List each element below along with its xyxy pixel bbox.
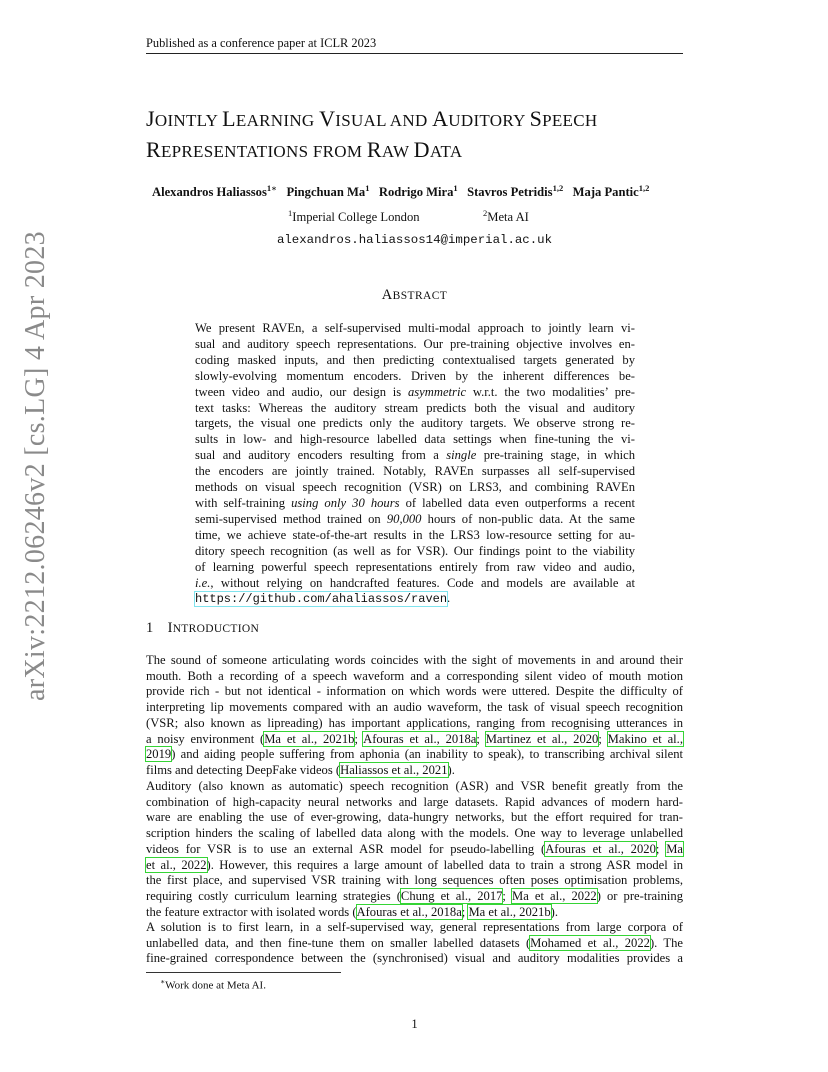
citation-link[interactable]: Afouras et al., 2020 [545,841,656,856]
paragraph-line: A solution is to first learn, in a self-supervised way, general representations from large corpora of [146,920,683,934]
author-name: Alexandros Haliassos [152,185,267,200]
footnote-rule [146,972,341,973]
citation-link[interactable]: Makino et al., [607,731,683,746]
title-word-initial: L [222,106,236,131]
title-word-rest: OINTLY [154,111,223,130]
paragraph-text: ). However, this requires a large amount of labelled data to train a strong ASR model in [206,857,683,872]
paragraph-line: scription hinders the scaling of labelled data along with the models. One way to leverage unlabelled [146,826,683,841]
citation-link[interactable]: Afouras et al., 2018a [356,904,462,919]
author-name: Stavros Petridis [467,185,553,200]
title-word-initial: A [432,106,449,131]
abstract-text: sual and auditory encoders resulting from a [195,448,447,463]
abstract-emphasis: 90,000 [386,511,422,526]
abstract-text: . [447,591,451,606]
abstract-line: sual and auditory speech representations. Our pre-training objective involves en- [195,336,635,351]
affiliation-name: Meta AI [487,210,529,225]
title-word-rest: AW [381,142,414,161]
paragraph-line: the first place, and supervised VSR training with long sequences often poses optimisation problems, [146,873,683,888]
title-word-initial: D [413,137,430,162]
abstract-text: pre-training stage, in which [476,448,636,463]
affiliation-mark: 1 [288,208,293,218]
paragraph-line: ware are enabling the use of ever-growing, data-hungry networks, but the effort required for tran- [146,810,683,825]
abstract-line: time, we achieve state-of-the-art results in the LRS3 low-resource setting for au- [195,527,635,542]
author-name: Maja Pantic [572,185,639,200]
paragraph-text: ) and aiding people suffering from aphonia (an inability to speak), to transcribing archival silent [171,747,683,762]
citation-link[interactable]: Haliassos et al., 2021 [340,762,448,777]
author-name: Pingchuan Ma [286,185,366,200]
citation-link[interactable]: Ma et al., 2021b [468,904,551,919]
abstract-text: , without relying on handcrafted features. Code and models are available at [210,575,635,590]
intro-paragraph-2 [146,779,683,920]
paragraph-line: provide rich - but not identical - information on which words were uttered. Despite the difficulty of [146,684,683,699]
header-rule [146,53,683,54]
citation-link[interactable]: Chung et al., 2017 [400,888,503,903]
footnote [160,977,266,992]
title-word-rest: EPRESENTATIONS FROM [160,142,367,161]
intro-paragraph-3 [146,920,683,967]
author-affil-mark: 1∗ [266,183,278,193]
paragraph-text: films and detecting DeepFake videos ( [146,762,341,777]
title-word-rest: ISUAL AND [335,111,433,130]
citation-link[interactable]: Martinez et al., 2020 [485,731,599,746]
author-affil-mark: 1 [365,183,370,193]
paragraph-line: (VSR; also known as lipreading) has important applications, ranging from recognising utterances in [146,715,683,730]
author-affil-mark: 1,2 [638,183,650,193]
abstract-line [195,512,635,528]
title-word-initial: V [319,106,336,131]
abstract-body [195,321,635,608]
arxiv-stamp-text: arXiv:2212.06246v2 [cs.LG] 4 Apr 2023 [20,231,51,701]
footnote-mark: ∗ [160,977,166,986]
paragraph-line: requiring costly curriculum learning strategies (Chung et al., 2017; Ma et al., 2022) or pre-training [146,888,683,903]
abstract-line: of learning powerful speech representations entirely from raw video and audio, [195,559,635,574]
author-email: alexandros.haliassos14@imperial.ac.uk [276,233,553,247]
citation-link[interactable]: Afouras et al., 2018a [363,731,477,746]
paragraph-text: unlabelled data, and then fine-tune them on smaller labelled datasets ( [146,935,531,950]
paragraph-line [146,763,683,779]
abstract-text: w.r.t. the two modalities’ pre- [466,384,635,399]
abstract-emphasis: using only 30 hours [291,495,400,510]
abstract-line: sults in low- and high-resource labelled data settings when fine-tuning the vi- [195,432,635,447]
paragraph-text: the feature extractor with isolated words ( [146,904,357,919]
title-word-rest: UDITORY [448,111,530,130]
page-number: 1 [411,1017,418,1031]
affiliation-2 [483,208,529,225]
abstract-line: text tasks: Whereas the auditory stream predicts both the visual and auditory [195,400,635,415]
citation-link[interactable]: 2019 [146,747,172,762]
abstract-line: methods on visual speech recognition (VSR) on LRS3, and combining RAVEn [195,480,635,495]
paragraph-text: a noisy environment ( [146,731,265,746]
paragraph-line: a noisy environment (Ma et al., 2021b; Afouras et al., 2018a; Martinez et al., 2020; Makino et al., [146,731,683,746]
title-word-initial: S [529,106,543,131]
abstract-emphasis: asymmetric [407,384,467,399]
abstract-heading [146,287,683,304]
paragraph-line [146,936,683,952]
title-word-initial: R [146,137,161,162]
abstract-text: hours of non-public data. At the same [421,511,635,526]
title-word-rest: ATA [429,142,463,161]
author-affil-mark: 1 [453,183,458,193]
paragraph-text: ). [550,904,558,919]
affiliation-mark: 2 [483,208,488,218]
abstract-line: targets, the visual one predicts only the auditory targets. We observe strong re- [195,416,635,431]
abstract-heading-initial: A [381,287,393,303]
abstract-line [195,576,635,592]
abstract-text: semi-supervised method trained on [195,511,387,526]
running-header: Published as a conference paper at ICLR 2023 [146,36,377,50]
abstract-line: We present RAVEn, a self-supervised multi-modal approach to jointly learn vi- [195,321,635,335]
paragraph-text: videos for VSR is to use an external ASR model for pseudo-labelling ( [146,841,546,856]
citation-link[interactable]: Ma et al., 2022 [512,888,597,903]
code-repository-link[interactable]: https://github.com/ahaliassos/raven [195,592,448,607]
paragraph-text: requiring costly curriculum learning strategies ( [146,888,401,903]
citation-link[interactable]: Ma [666,841,683,856]
abstract-text: tween video and audio, our design is [195,384,408,399]
citation-link[interactable]: et al., 2022 [146,857,207,872]
abstract-emphasis: single [446,448,477,463]
author-list [152,183,682,200]
title-line-2 [146,135,706,166]
author-affil-mark: 1,2 [552,183,564,193]
footnote-text: Work done at Meta AI. [165,979,266,992]
title-word-initial: R [366,137,382,162]
paragraph-line: mouth. Both a recording of a speech waveform and a corresponding silent video of mouth motion [146,668,683,683]
citation-link[interactable]: Mohamed et al., 2022 [530,935,650,950]
section-heading-introduction [146,620,259,637]
affiliation-1 [288,208,420,225]
paragraph-text: ). The [649,935,683,950]
paragraph-line: The sound of someone articulating words coincides with the sight of movements in and around their [146,653,683,667]
abstract-line [195,496,635,512]
paragraph-line: fine-grained correspondence between the (synchronised) visual and auditory modalities provides a [146,951,683,966]
paragraph-line: interpreting lip movements compared with an audio waveform, the task of visual speech recognition [146,700,683,715]
title-line-1 [146,104,706,135]
abstract-emphasis: i.e. [195,575,211,590]
abstract-text: with self-training [195,495,292,510]
abstract-text: of labelled data even outperforms a recent [399,495,635,510]
paragraph-text: ). [447,762,455,777]
abstract-line [195,448,635,464]
citation-link[interactable]: Ma et al., 2021b [264,731,355,746]
paragraph-text: ) or pre-training [596,888,683,903]
abstract-line [195,385,635,401]
affiliation-name: Imperial College London [292,210,420,225]
abstract-heading-rest: BSTRACT [392,290,448,302]
abstract-line: the encoders are jointly trained. Notably, RAVEn surpasses all self-supervised [195,464,635,479]
intro-paragraph-1 [146,653,683,779]
title-word-rest: PEECH [542,111,598,130]
section-title-initial: I [167,620,173,636]
paragraph-line: combination of high-capacity neural networks and large datasets. Rapid advances of modern hard- [146,794,683,809]
abstract-line: coding masked inputs, and then predicting contextualised targets generated by [195,352,635,367]
section-number: 1 [146,620,154,636]
paragraph-line [146,747,683,763]
title-word-initial: J [146,106,155,131]
paragraph-line [146,858,683,874]
paragraph-line: Auditory (also known as automatic) speech recognition (ASR) and VSR benefit greatly from the [146,779,683,793]
abstract-line: ditory speech recognition (as well as for VSR). Our findings point to the viability [195,543,635,558]
abstract-line [195,591,635,608]
paragraph-line: the feature extractor with isolated words (Afouras et al., 2018a; Ma et al., 2021b). [146,904,558,919]
abstract-line: slowly-evolving momentum encoders. Driven by the inherent differences be- [195,368,635,383]
paper-title [146,104,706,166]
title-word-rest: EARNING [235,111,320,130]
section-title-rest: NTRODUCTION [172,623,260,635]
paragraph-line: videos for VSR is to use an external ASR model for pseudo-labelling (Afouras et al., 2020; Ma [146,841,683,856]
author-name: Rodrigo Mira [378,185,454,200]
